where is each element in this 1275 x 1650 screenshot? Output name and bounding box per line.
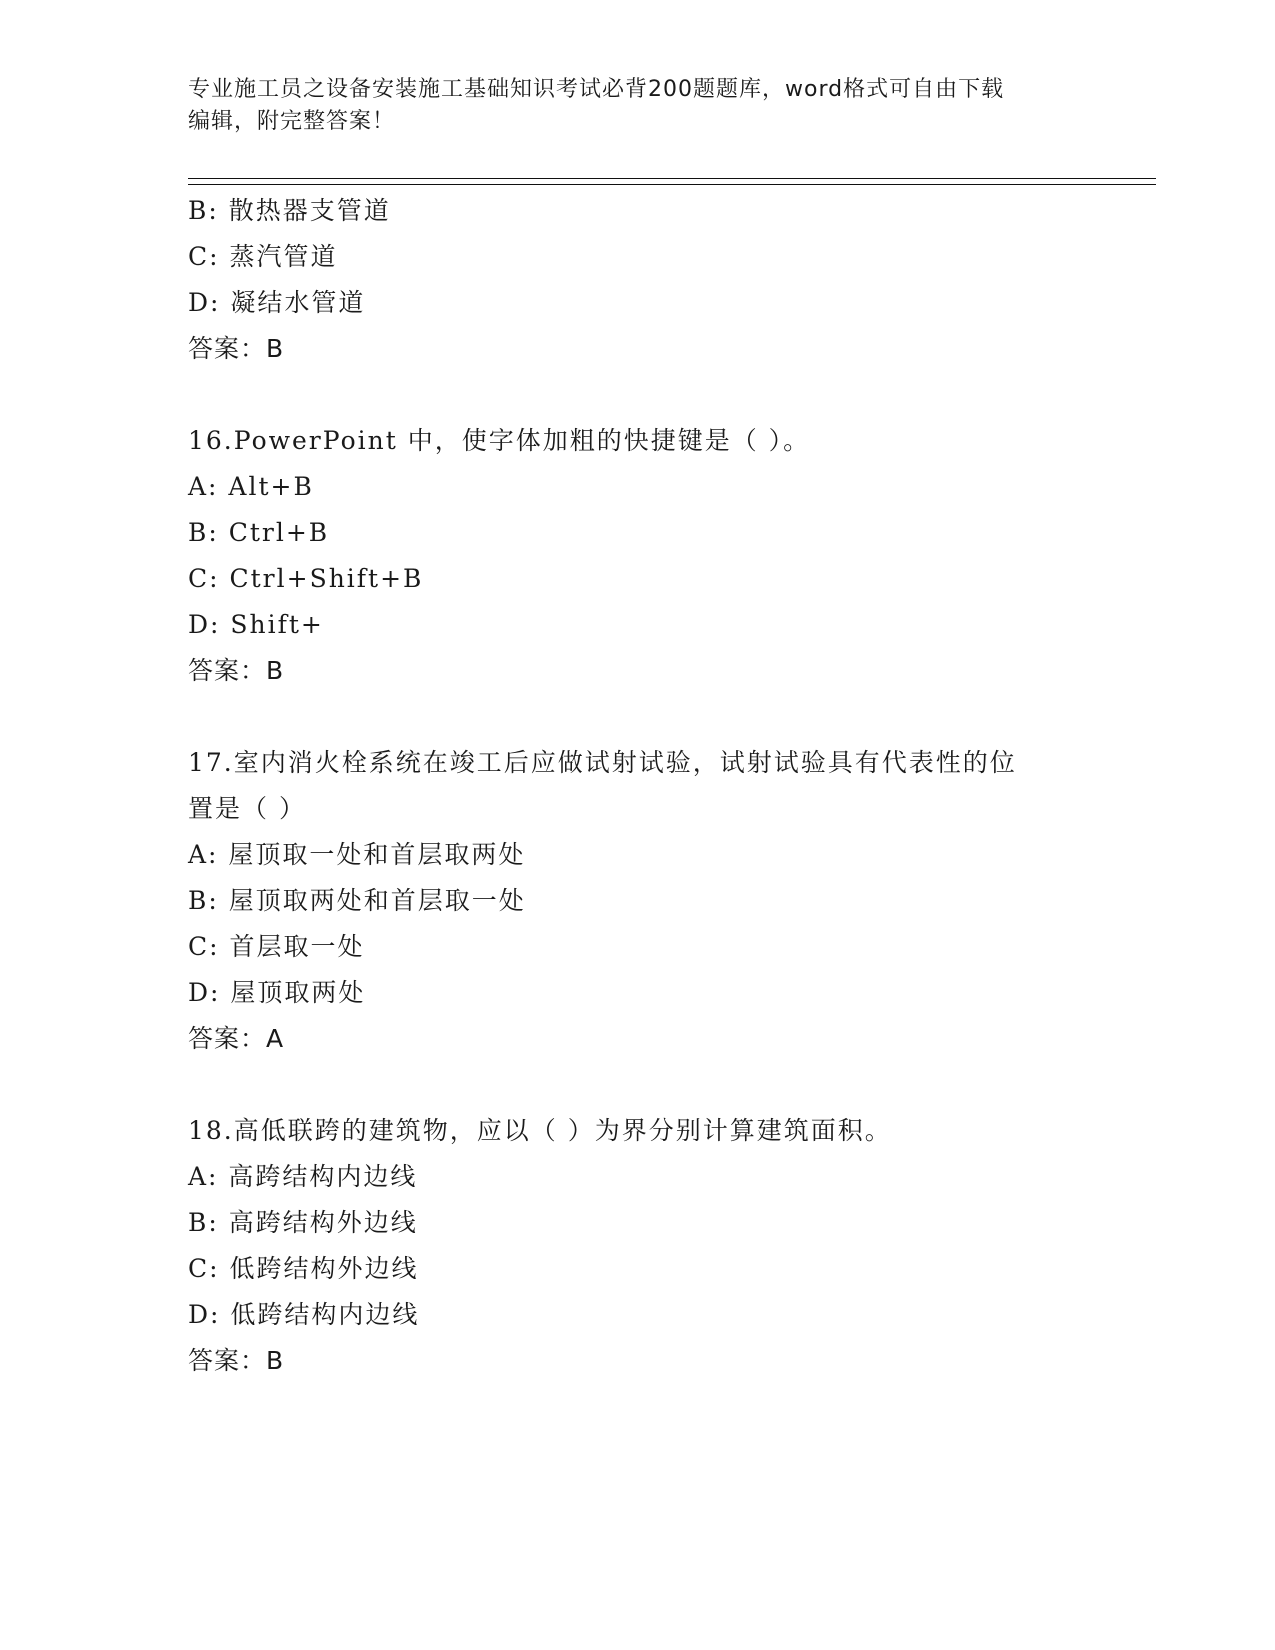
option-d: D: 低跨结构内边线 <box>188 1300 420 1329</box>
option-d: D: 凝结水管道 <box>188 288 366 317</box>
option-d: D: 屋顶取两处 <box>188 978 366 1007</box>
spacer <box>188 1062 1088 1108</box>
spacer <box>188 694 1088 740</box>
document-header <box>188 74 1088 138</box>
spacer <box>188 372 1088 418</box>
question-title-line-2: 置是（ ） <box>188 794 306 823</box>
option-a: A: 高跨结构内边线 <box>188 1162 418 1191</box>
option-b: B: Ctrl+B <box>188 518 330 547</box>
option-c: C: 蒸汽管道 <box>188 242 338 271</box>
question-title: 16.PowerPoint 中，使字体加粗的快捷键是（ ）。 <box>188 426 811 455</box>
option-c: C: 低跨结构外边线 <box>188 1254 419 1283</box>
option-b: B: 散热器支管道 <box>188 196 391 225</box>
option-c: C: 首层取一处 <box>188 932 365 961</box>
answer-line: 答案：B <box>188 1346 285 1375</box>
previous-question-block <box>188 188 1088 372</box>
header-line-1: 专业施工员之设备安装施工基础知识考试必背200题题库，word格式可自由下载 <box>188 77 1005 102</box>
header-divider-bottom <box>188 184 1156 185</box>
answer-line: 答案：B <box>188 334 285 363</box>
answer-line: 答案：B <box>188 656 285 685</box>
option-a: A: 屋顶取一处和首层取两处 <box>188 840 526 869</box>
header-line-2: 编辑，附完整答案！ <box>188 109 396 134</box>
option-d: D: Shift+ <box>188 610 324 639</box>
option-b: B: 高跨结构外边线 <box>188 1208 418 1237</box>
answer-line: 答案：A <box>188 1024 285 1053</box>
option-c: C: Ctrl+Shift+B <box>188 564 424 593</box>
header-divider-top <box>188 178 1156 179</box>
question-17 <box>188 740 1088 1062</box>
question-title-line-1: 17.室内消火栓系统在竣工后应做试射试验，试射试验具有代表性的位 <box>188 748 1017 777</box>
question-18 <box>188 1108 1088 1384</box>
option-b: B: 屋顶取两处和首层取一处 <box>188 886 526 915</box>
question-16 <box>188 418 1088 694</box>
question-list <box>188 188 1088 1384</box>
option-a: A: Alt+B <box>188 472 314 501</box>
question-title: 18.高低联跨的建筑物，应以（ ）为界分别计算建筑面积。 <box>188 1116 892 1145</box>
